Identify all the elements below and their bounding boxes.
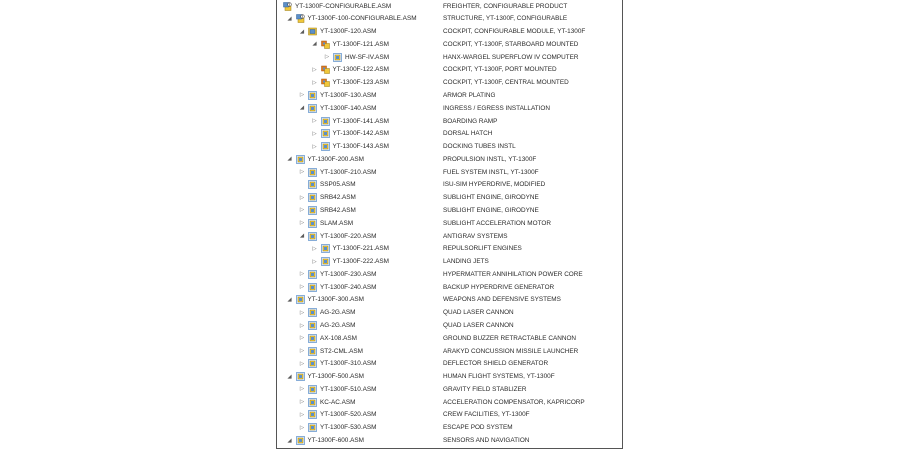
collapse-toggle-icon[interactable]: ▷ (312, 118, 317, 125)
tree-row[interactable] (277, 332, 622, 345)
tree-item-name: SSP05.ASM (320, 181, 356, 189)
collapse-toggle-icon[interactable]: ▷ (299, 386, 305, 393)
tree-item-name: YT-1300F-510.ASM (320, 385, 377, 393)
assembly-icon (321, 142, 330, 151)
assembly-icon (308, 168, 317, 177)
tree-item-description: COCKPIT, YT-1300F, PORT MOUNTED (443, 66, 557, 74)
assembly-icon (308, 385, 317, 394)
tree-item-description: ESCAPE POD SYSTEM (443, 424, 513, 432)
tree-item-name: YT-1300F-100-CONFIGURABLE.ASM (307, 15, 417, 23)
tree-item-description: SUBLIGHT ENGINE, GIRODYNE (443, 194, 539, 202)
tree-item-description: INGRESS / EGRESS INSTALLATION (443, 104, 551, 112)
module-variant-icon (321, 40, 330, 49)
tree-item-description: HUMAN FLIGHT SYSTEMS, YT-1300F (443, 373, 555, 381)
tree-row[interactable] (277, 358, 622, 371)
tree-item-name: HW-SF-IV.ASM (345, 53, 390, 61)
collapse-toggle-icon[interactable]: ▷ (299, 309, 305, 316)
tree-item-description: GROUND BUZZER RETRACTABLE CANNON (443, 334, 577, 342)
tree-item-name: YT-1300F-CONFIGURABLE.ASM (295, 2, 392, 10)
tree-row[interactable] (277, 115, 622, 128)
tree-row[interactable] (277, 281, 622, 294)
tree-item-name: YT-1300F-142.ASM (332, 130, 389, 138)
tree-item-name: YT-1300F-121.ASM (332, 40, 389, 48)
tree-item-description: GRAVITY FIELD STABLIZER (443, 385, 527, 393)
tree-item-name: YT-1300F-600.ASM (307, 437, 364, 445)
tree-item-name: AG-2G.ASM (320, 322, 356, 329)
assembly-icon (321, 244, 330, 253)
tree-item-description: HANX-WARGEL SUPERFLOW IV COMPUTER (443, 53, 579, 61)
expand-toggle-icon[interactable]: ◢ (299, 105, 305, 112)
tree-item-description: HYPERMATTER ANNIHILATION POWER CORE (443, 270, 583, 278)
tree-item-name: YT-1300F-220.ASM (320, 232, 377, 240)
collapse-toggle-icon[interactable]: ▷ (299, 322, 305, 329)
tree-item-name: YT-1300F-141.ASM (332, 117, 389, 125)
tree-item-name: YT-1300F-310.ASM (320, 360, 377, 368)
expand-toggle-icon[interactable]: ◢ (287, 15, 292, 22)
collapse-toggle-icon[interactable]: ▷ (312, 66, 317, 73)
collapse-toggle-icon[interactable]: ▷ (312, 130, 317, 137)
tree-item-description: COCKPIT, YT-1300F, STARBOARD MOUNTED (443, 40, 579, 48)
tree-item-name: KC-AC.ASM (320, 398, 356, 406)
collapse-toggle-icon[interactable]: ▷ (299, 194, 305, 201)
tree-item-name: AX-108.ASM (320, 334, 357, 342)
tree-row[interactable] (277, 26, 622, 39)
tree-item-name: YT-1300F-240.ASM (320, 283, 377, 291)
tree-item-description: SUBLIGHT ENGINE, GIRODYNE (443, 206, 539, 214)
collapse-toggle-icon[interactable]: ▷ (299, 169, 305, 176)
tree-item-description: DEFLECTOR SHIELD GENERATOR (443, 360, 549, 368)
tree-row[interactable] (277, 371, 622, 384)
tree-row[interactable] (277, 179, 622, 192)
tree-row[interactable] (277, 307, 622, 320)
collapse-toggle-icon[interactable]: ▷ (299, 399, 305, 406)
tree-item-description: ARMOR PLATING (443, 91, 496, 99)
tree-item-name: YT-1300F-140.ASM (320, 104, 377, 112)
collapse-toggle-icon[interactable]: ▷ (299, 424, 305, 431)
tree-item-description: WEAPONS AND DEFENSIVE SYSTEMS (443, 296, 561, 304)
tree-item-name: YT-1300F-221.ASM (332, 245, 389, 253)
tree-item-description: FREIGHTER, CONFIGURABLE PRODUCT (443, 2, 568, 10)
assembly-icon (308, 206, 317, 215)
tree-row[interactable] (277, 64, 622, 77)
collapse-toggle-icon[interactable]: ▷ (299, 284, 305, 291)
assembly-icon (308, 359, 317, 368)
tree-item-name: YT-1300F-520.ASM (320, 411, 377, 419)
tree-row[interactable] (277, 422, 622, 435)
configurable-root-assembly-icon (283, 2, 292, 11)
collapse-toggle-icon[interactable]: ▷ (324, 54, 330, 61)
tree-row[interactable] (277, 409, 622, 422)
expand-toggle-icon[interactable]: ◢ (299, 28, 305, 35)
assembly-icon (308, 334, 317, 343)
module-variant-icon (321, 65, 330, 74)
assembly-icon (308, 270, 317, 279)
tree-row[interactable] (277, 383, 622, 396)
collapse-toggle-icon[interactable]: ▷ (312, 79, 317, 86)
assembly-icon (308, 104, 317, 113)
assembly-icon (296, 372, 305, 381)
tree-item-name: YT-1300F-200.ASM (307, 155, 364, 163)
tree-row[interactable] (277, 396, 622, 409)
tree-item-description: REPULSORLIFT ENGINES (443, 245, 522, 253)
tree-row[interactable] (277, 166, 622, 179)
tree-item-name: YT-1300F-210.ASM (320, 168, 377, 176)
assembly-icon (308, 283, 317, 292)
assembly-icon (321, 117, 330, 126)
assembly-icon (308, 347, 317, 356)
assembly-icon (321, 129, 330, 138)
tree-row[interactable] (277, 0, 622, 13)
tree-item-description: ARAKYD CONCUSSION MISSILE LAUNCHER (443, 347, 579, 355)
tree-item-description: STRUCTURE, YT-1300F, CONFIGURABLE (443, 15, 568, 23)
tree-row[interactable] (277, 153, 622, 166)
collapse-toggle-icon[interactable]: ▷ (312, 245, 317, 252)
expand-toggle-icon[interactable]: ◢ (287, 437, 292, 444)
collapse-toggle-icon[interactable]: ▷ (312, 143, 317, 150)
assembly-icon (308, 180, 317, 189)
tree-item-name: SRB42.ASM (320, 194, 356, 202)
assembly-icon (296, 436, 305, 445)
tree-row[interactable] (277, 243, 622, 256)
tree-item-description: BOARDING RAMP (443, 117, 498, 125)
tree-row[interactable] (277, 192, 622, 205)
tree-item-name: YT-1300F-222.ASM (332, 258, 389, 266)
assembly-icon (296, 295, 305, 304)
tree-item-description: SENSORS AND NAVIGATION (443, 437, 530, 445)
tree-item-description: ANTIGRAV SYSTEMS (443, 232, 508, 240)
collapse-toggle-icon[interactable]: ▷ (299, 207, 305, 214)
tree-item-name: YT-1300F-230.ASM (320, 270, 377, 278)
tree-item-description: LANDING JETS (443, 258, 489, 266)
collapse-toggle-icon[interactable]: ▷ (312, 258, 317, 265)
tree-row[interactable] (277, 435, 622, 448)
tree-row[interactable] (277, 256, 622, 269)
tree-item-name: YT-1300F-122.ASM (332, 66, 389, 74)
tree-item-name: YT-1300F-530.ASM (320, 424, 377, 432)
tree-row[interactable] (277, 102, 622, 115)
module-assembly-icon (308, 27, 317, 36)
assembly-icon (308, 219, 317, 228)
tree-item-name: YT-1300F-500.ASM (307, 373, 364, 381)
expand-toggle-icon[interactable]: ◢ (287, 373, 292, 380)
tree-item-description: COCKPIT, YT-1300F, CENTRAL MOUNTED (443, 79, 569, 87)
collapse-toggle-icon[interactable]: ▷ (299, 335, 305, 342)
module-variant-icon (321, 78, 330, 87)
model-tree-panel (276, 0, 623, 449)
assembly-icon (333, 53, 342, 62)
tree-item-name: SRB42.ASM (320, 206, 356, 214)
tree-item-name: YT-1300F-143.ASM (332, 143, 389, 151)
tree-item-description: BACKUP HYPERDRIVE GENERATOR (443, 283, 555, 291)
collapse-toggle-icon[interactable]: ▷ (299, 348, 305, 355)
tree-row[interactable] (277, 345, 622, 358)
collapse-toggle-icon[interactable]: ▷ (299, 411, 305, 418)
collapse-toggle-icon[interactable]: ▷ (299, 360, 305, 367)
tree-row[interactable] (277, 230, 622, 243)
tree-row[interactable] (277, 294, 622, 307)
tree-row[interactable] (277, 89, 622, 102)
tree-item-description: DORSAL HATCH (443, 130, 493, 138)
tree-item-name: YT-1300F-120.ASM (320, 28, 377, 36)
tree-row[interactable] (277, 320, 622, 333)
assembly-icon (308, 308, 317, 317)
collapse-toggle-icon[interactable]: ▷ (299, 220, 305, 227)
tree-item-name: SLAM.ASM (320, 219, 354, 227)
expand-toggle-icon[interactable]: ◢ (312, 41, 317, 48)
tree-item-description: QUAD LASER CANNON (443, 322, 514, 329)
tree-item-description: FUEL SYSTEM INSTL, YT-1300F (443, 168, 539, 176)
collapse-toggle-icon[interactable]: ▷ (299, 271, 305, 278)
tree-item-description: ISU-SIM HYPERDRIVE, MODIFIED (443, 181, 546, 189)
tree-item-name: YT-1300F-123.ASM (332, 79, 389, 87)
tree-row[interactable] (277, 77, 622, 90)
tree-row[interactable] (277, 128, 622, 141)
assembly-icon (308, 398, 317, 407)
assembly-icon (296, 155, 305, 164)
assembly-icon (321, 257, 330, 266)
assembly-icon (308, 232, 317, 241)
expand-toggle-icon[interactable]: ◢ (299, 233, 305, 240)
tree-row[interactable] (277, 217, 622, 230)
tree-row[interactable] (277, 204, 622, 217)
tree-row[interactable] (277, 13, 622, 26)
assembly-icon (308, 410, 317, 419)
tree-item-name: YT-1300F-300.ASM (307, 296, 364, 304)
tree-row[interactable] (277, 268, 622, 281)
tree-item-description: SUBLIGHT ACCELERATION MOTOR (443, 219, 551, 227)
configurable-assembly-icon (296, 14, 305, 23)
tree-row[interactable] (277, 38, 622, 51)
assembly-icon (308, 321, 317, 330)
tree-item-description: DOCKING TUBES INSTL (443, 143, 516, 151)
tree-item-description: ACCELERATION COMPENSATOR, KAPRICORP (443, 398, 585, 406)
tree-row[interactable] (277, 141, 622, 154)
assembly-icon (308, 91, 317, 100)
collapse-toggle-icon[interactable]: ▷ (299, 92, 305, 99)
assembly-icon (308, 423, 317, 432)
tree-row[interactable] (277, 51, 622, 64)
expand-toggle-icon[interactable]: ◢ (287, 156, 292, 163)
tree-item-description: COCKPIT, CONFIGURABLE MODULE, YT-1300F (443, 28, 586, 36)
tree-item-name: YT-1300F-130.ASM (320, 91, 377, 99)
tree-item-name: AG-2G.ASM (320, 309, 356, 317)
tree-item-name: ST2-CML.ASM (320, 347, 363, 355)
tree-item-description: CREW FACILITIES, YT-1300F (443, 411, 530, 419)
tree-item-description: QUAD LASER CANNON (443, 309, 514, 317)
tree-item-description: PROPULSION INSTL, YT-1300F (443, 155, 537, 163)
assembly-icon (308, 193, 317, 202)
expand-toggle-icon[interactable]: ◢ (287, 296, 292, 303)
